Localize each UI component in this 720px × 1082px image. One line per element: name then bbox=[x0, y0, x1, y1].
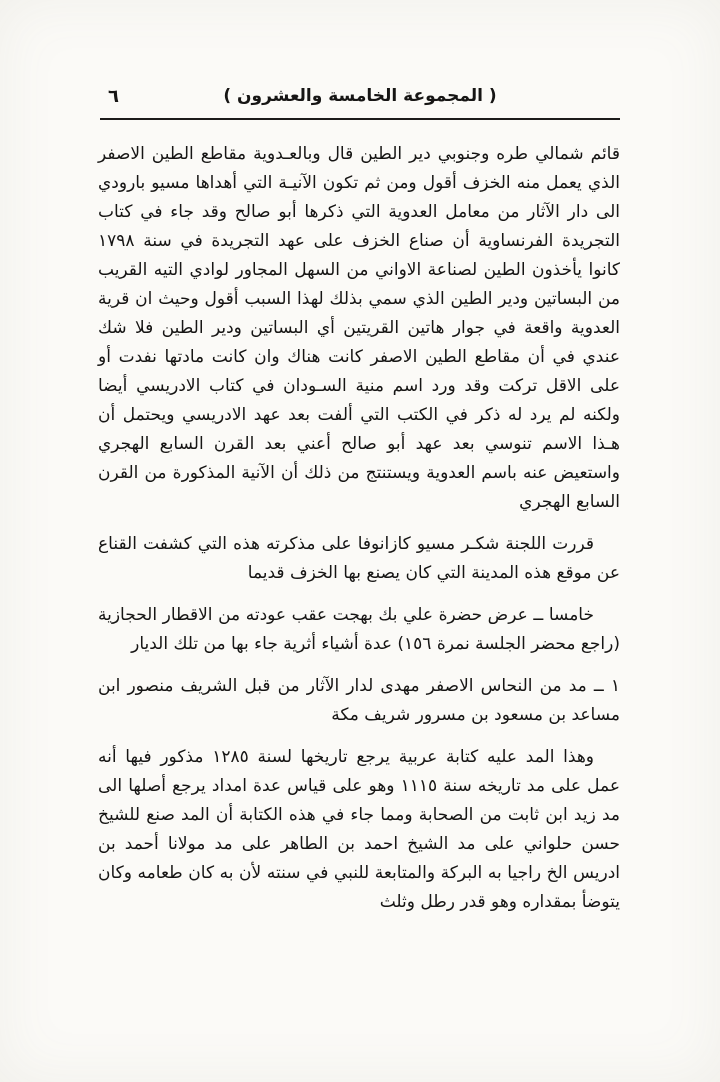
page-header bbox=[100, 86, 620, 112]
paragraph: وهذا المد عليه كتابة عربية يرجع تاريخها لسنة ١٢٨٥ مذكور فيها أنه عمل على مد تاريخه سنة ١١١٥ وهو على قياس عدة امداد يرجع أصلها الى مد زيد ابن ثابت من الصحابة ومما جاء في هذه الكتابة أن المد صنع للشيخ حسن حلواني على مد الشيخ احمد بن الطاهر على مد مولانا أحمد بن ادريس الخ راجيا به البركة والمتابعة للنبي في سنته لأن به كان طعامه وكان يتوضأ بمقداره وهو قدر رطل وثلث bbox=[98, 747, 620, 912]
page-body bbox=[98, 140, 620, 930]
paragraph: قررت اللجنة شكـر مسيو كازانوفا على مذكرته هذه التي كشفت القناع عن موقع هذه المدينة التي كان يصنع بها الخزف قديما bbox=[98, 534, 620, 583]
paragraph: قائم شمالي طره وجنوبي دير الطين قال وبالعـدوية مقاطع الطين الاصفر الذي يعمل منه الخزف أقول ومن ثم تكون الآنيـة التي أهداها مسيو بارودي الى دار الآثار من معامل العدوية التي ذكرها أبو صالح وقد جاء في كتاب التجريدة الفرنساوية أن صناع الخزف على عهد التجريدة في سنة ١٧٩٨ كانوا يأخذون الطين لصناعة الاواني من السهل المجاور لوادي التيه القريب من البساتين ودير الطين الذي سمي بذلك لهذا السبب أقول وحيث ان قرية العدوية واقعة في جوار هاتين القريتين أي البساتين ودير الطين فلا شك عندي في أن مقاطع الطين الاصفر كانت هناك وان كانت مادتها نفدت أو على الاقل تركت وقد ورد اسم منية السـودان في كتاب الادريسي أيضا ولكنه لم يرد له ذكر في الكتب التي ألفت بعد عهد الادريسي ويحتمل أن هـذا الاسم تنوسي بعد عهد أبو صالح أعني بعد القرن السابع الهجري واستعيض عنه باسم العدوية ويستنتج من ذلك أن الآنية المذكورة من القرن السابع الهجري bbox=[98, 144, 620, 512]
page-number: ٦ bbox=[108, 86, 119, 107]
paragraph: خامسا ــ عرض حضرة علي بك بهجت عقب عودته من الاقطار الحجازية (راجع محضر الجلسة نمرة ١٥٦) عدة أشياء أثرية جاء بها من تلك الديار bbox=[98, 605, 620, 654]
header-title: ( المجموعة الخامسة والعشرون ) bbox=[223, 86, 497, 106]
paragraph: ١ ــ مد من النحاس الاصفر مهدى لدار الآثار من قبل الشريف منصور ابن مساعد بن مسعود بن مسرور شريف مكة bbox=[98, 676, 620, 725]
header-rule bbox=[100, 118, 620, 120]
